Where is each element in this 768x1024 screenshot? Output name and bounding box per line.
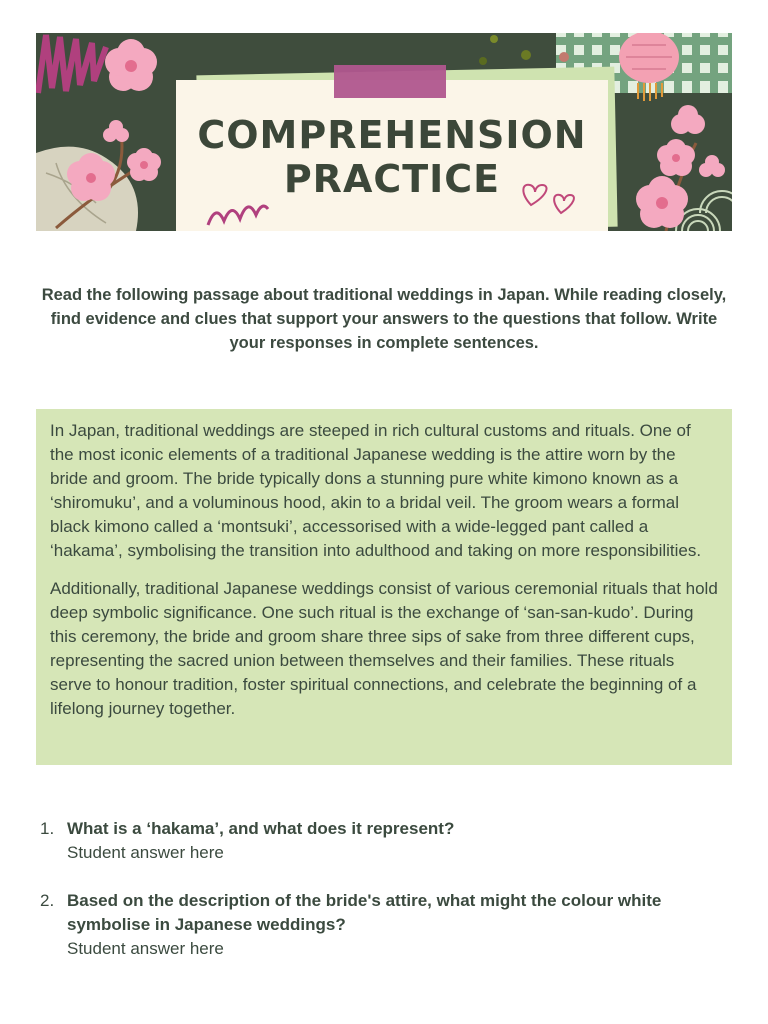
question-text: What is a ‘hakama’, and what does it represent? bbox=[67, 819, 455, 838]
header-banner bbox=[36, 33, 732, 231]
question-number: 2. bbox=[40, 891, 55, 910]
question-item bbox=[40, 889, 710, 961]
answer-field[interactable]: Student answer here bbox=[67, 939, 224, 958]
answer-field[interactable]: Student answer here bbox=[67, 843, 224, 862]
question-item bbox=[40, 817, 710, 865]
page-title bbox=[176, 113, 608, 201]
question-number: 1. bbox=[40, 819, 55, 838]
question-list bbox=[40, 817, 710, 985]
swirl-doodle bbox=[208, 206, 268, 225]
passage-paragraph: In Japan, traditional weddings are steeped in rich cultural customs and rituals. One of the most iconic elements of a traditional Japanese wedding is the attire worn by the bride and groom. The bride typically dons a stunning pure white kimono known as a ‘shiromuku’, and a voluminous hood, akin to a bridal veil. The groom wears a formal black kimono called a ‘montsuki’, accessorised with a wide-legged pant called a ‘hakama’, symbolising the transition into adulthood and taking on more responsibilities. bbox=[50, 421, 702, 560]
reading-passage bbox=[36, 409, 732, 765]
question-text: Based on the description of the bride's attire, what might the colour white symbolise in Japanese weddings? bbox=[67, 891, 662, 934]
title-line-2: PRACTICE bbox=[283, 157, 501, 201]
instructions-text: Read the following passage about traditional weddings in Japan. While reading closely, find evidence and clues that support your answers to the questions that follow. Write your responses in complete sentences. bbox=[41, 286, 727, 352]
title-line-1: COMPREHENSION bbox=[197, 113, 587, 157]
passage-paragraph: Additionally, traditional Japanese weddings consist of various ceremonial rituals that hold deep symbolic significance. One such ritual is the exchange of ‘san-san-kudo’. During this ceremony, the bride and groom share three sips of sake from three different cups, representing the sacred union between themselves and their families. These rituals serve to honour tradition, foster spiritual connections, and celebrate the beginning of a lifelong journey together. bbox=[50, 579, 718, 718]
